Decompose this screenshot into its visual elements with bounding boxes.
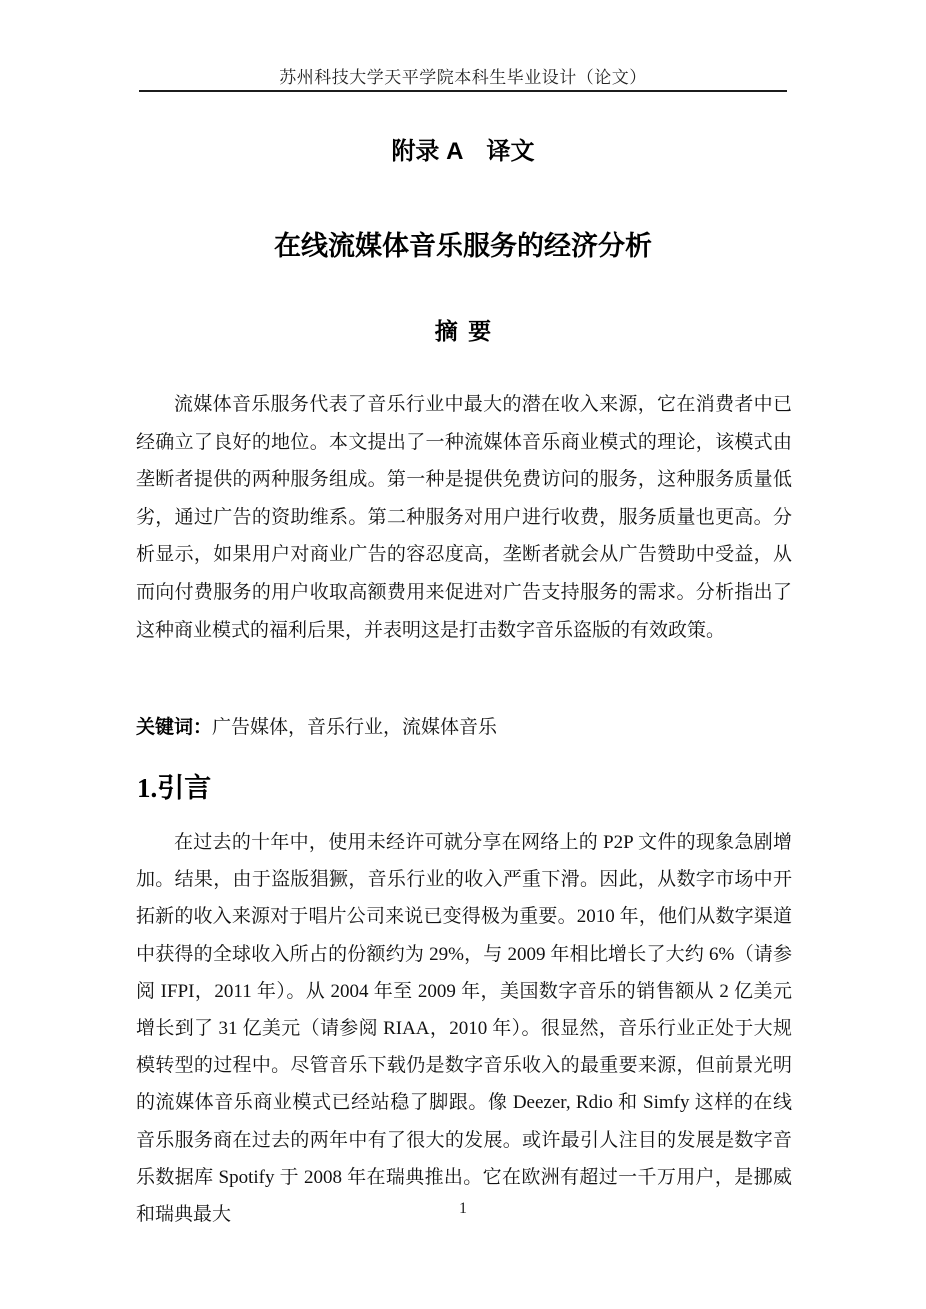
header-divider-rule <box>139 90 787 92</box>
abstract-paragraph: 流媒体音乐服务代表了音乐行业中最大的潜在收入来源，它在消费者中已经确立了良好的地位。本文提出了一种流媒体音乐商业模式的理论，该模式由垄断者提供的两种服务组成。第一种是提供免费访问的服务，这种服务质量低劣，通过广告的资助维系。第二种服务对用户进行收费，服务质量也更高。分析显示，如果用户对商业广告的容忍度高，垄断者就会从广告赞助中受益，从而向付费服务的用户收取高额费用来促进对广告支持服务的需求。分析指出了这种商业模式的福利后果，并表明这是打击数字音乐盗版的有效政策。 <box>136 394 792 641</box>
introduction-paragraph: 在过去的十年中，使用未经许可就分享在网络上的 P2P 文件的现象急剧增加。结果，由于盗版猖獗，音乐行业的收入严重下滑。因此，从数字市场中开拓新的收入来源对于唱片公司来说已变得极为重要。2010 年，他们从数字渠道中获得的全球收入所占的份额约为 29%，与 2009 年相比增长了大约 6%（请参阅 IFPI，2011 年）。从 2004 年至 2009 年，美国数字音乐的销售额从 2 亿美元增长到了 31 亿美元（请参阅 RIAA，2010 年）。很显然，音乐行业正处于大规模转型的过程中。尽管音乐下载仍是数字音乐收入的最重要来源，但前景光明的流媒体音乐商业模式已经站稳了脚跟。像 Deezer, Rdio 和 Simfy 这样的在线音乐服务商在过去的两年中有了很大的发展。或许最引人注目的发展是数字音乐数据库 Spotify 于 2008 年在瑞典推出。它在欧洲有超过一千万用户，是挪威和瑞典最大 <box>136 832 792 1226</box>
abstract-heading: 摘 要 <box>434 318 492 344</box>
keywords-text: 广告媒体，音乐行业，流媒体音乐 <box>212 717 498 738</box>
article-title: 在线流媒体音乐服务的经济分析 <box>274 231 652 261</box>
section-heading-introduction <box>137 766 211 805</box>
keywords-line <box>136 713 792 743</box>
appendix-title: 附录 A 译文 <box>391 138 535 165</box>
page-number: 1 <box>459 1200 467 1217</box>
section-title: 引言 <box>157 773 212 803</box>
section-number: 1. <box>137 773 158 803</box>
running-header: 苏州科技大学天平学院本科生毕业设计（论文） <box>279 68 647 87</box>
keywords-label: 关键词： <box>136 717 213 738</box>
